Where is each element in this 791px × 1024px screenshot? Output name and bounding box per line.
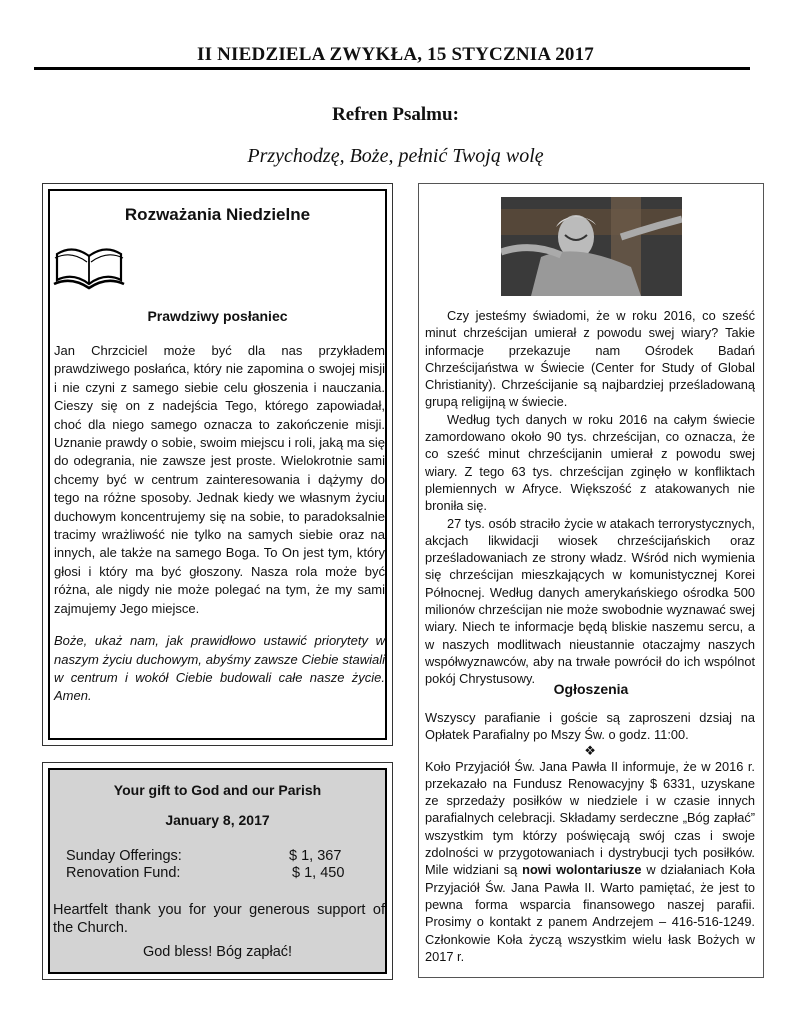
article-body xyxy=(425,307,755,688)
article-paragraph-1: Czy jesteśmy świadomi, że w roku 2016, co sześć minut chrześcijan umierał z powodu swej wiary? Takie informacje przekazuje nam Ośrodek Badań Chrześcijaństwa w Świecie (Center for Study of Global Christianity). Chrześcijanie są najbardziej prześladowaną grupą religijną w świecie. xyxy=(425,308,755,410)
announcement-item-2-text-end: w działaniach Koła Przyjaciół Św. Jana Pawła II. Warto pamiętać, że jest to pewna forma wsparcia finansowego naszej parafii. Prosimy o kontakt z panem Andrzejem – 416-516-1249. Członkowie Koła życzą wszystkim wielu łask Bożych w 2017 r. xyxy=(425,862,755,964)
reflection-body xyxy=(54,342,385,706)
gift-row-renovation-label: Renovation Fund: xyxy=(66,865,181,881)
open-book-icon xyxy=(51,240,127,292)
crucifix-photo xyxy=(501,197,682,296)
gift-date: January 8, 2017 xyxy=(165,812,270,828)
psalm-refrain: Przychodzę, Boże, pełnić Twoją wolę xyxy=(247,145,544,167)
article-paragraph-2: Według tych danych w roku 2016 na całym świecie zamordowano około 90 tys. chrześcijan, co oznacza, że co sześć minut chrześcijanin umierał z powodu swej wiary. Z tego 63 tys. chrześcijan zginęło w konfliktach plemiennych w Afryce. Większość z atakowanych nie broniła się. xyxy=(425,411,755,514)
gift-row-sunday-label: Sunday Offerings: xyxy=(66,848,182,864)
announcements-title: Ogłoszenia xyxy=(553,681,629,697)
announcement-item-2-bold: nowi wolontariusze xyxy=(522,862,642,878)
announcement-separator: ❖ xyxy=(584,742,596,758)
article-paragraph-3: 27 tys. osób straciło życie w atakach terrorystycznych, akcjach likwidacji wiosek chrześcijańskich oraz prześladowaniach ze strony władz. Wśród nich wymienia się chrześcijan mieszkających w komunistycznej Korei Północnej. Według danych amerykańskiego ośrodka 500 milionów chrześcijan nie może swobodnie wyznawać swej wiary. Niech te informacje będą bliskie naszemu sercu, a w naszych modlitwach nieustannie otaczajmy naszych współwyznawców, aby na trwałe powrócił do ich wspólnot pokój Chrystusowy. xyxy=(425,515,755,687)
announcements-body xyxy=(425,709,755,965)
reflection-subtitle: Prawdziwy posłaniec xyxy=(147,308,288,324)
reflection-prayer: Boże, ukaż nam, jak prawidłowo ustawić priorytety w naszym życiu duchowym, abyśmy zawsze Ciebie stawiali w centrum i wokół Ciebie budowali całe nasze życie. Amen. xyxy=(54,633,385,704)
announcement-item-1: Wszyscy parafianie i goście są zaproszeni dzsiaj na Opłatek Parafialny po Mszy Św. o godz. 11:00. xyxy=(425,710,755,743)
announcement-item-2 xyxy=(425,758,755,966)
announcement-item-2-text: Koło Przyjaciół Św. Jana Pawła II informuje, że w 2016 r. przekazało na Fundusz Renowacyjny $ 6331, uzyskane ze sprzedaży posiłków w niedziele i w czasie innych parafialnych celebracji. Składamy serdeczne „Bóg zapłać” wszystkim tym którzy poświęcają swój czas i swoje zdolności w przygotowaniach i dystrybucji tych posiłków. Mile widziani są xyxy=(425,758,755,878)
reflection-paragraph: Jan Chrzciciel może być dla nas przykładem prawdziwego posłańca, który nie zapomina o swojej misji i nie czyni z samego siebie celu głoszenia i nauczania. Cieszy się on z nadejścia Tego, którego zapowiadał, choć dla niego samego oznacza to zakończenie misji. Uznanie prawdy o sobie, swoim miejscu i roli, jaką ma się do odegrania, nie zawsze jest proste. Wielokrotnie sami chcemy być w centrum zainteresowania i dążymy do tego na różne sposoby. Jednak kiedy we własnym życiu duchowym koncentrujemy się na sobie, to paradoksalnie tracimy wrażliwość nie tylko na samych siebie oraz na innych, ale także na samego Boga. To On jest tym, który głosi i który ma być głoszony. Nasza rola może być różna, ale nigdy nie może polegać na tym, że my sami zajmujemy Jego miejsce. xyxy=(54,343,385,616)
gift-blessing: God bless! Bóg zapłać! xyxy=(142,944,293,960)
reflection-title: Rozważania Niedzielne xyxy=(124,205,311,224)
header-divider xyxy=(34,67,750,70)
gift-row-sunday-amount: $ 1, 367 xyxy=(289,848,342,864)
gift-title: Your gift to God and our Parish xyxy=(113,782,322,798)
gift-row-renovation-amount: $ 1, 450 xyxy=(292,865,345,881)
gift-thanks: Heartfelt thank you for your generous support of the Church. xyxy=(53,902,385,936)
page-title: II NIEDZIELA ZWYKŁA, 15 STYCZNIA 2017 xyxy=(197,44,594,65)
psalm-heading: Refren Psalmu: xyxy=(332,104,459,125)
